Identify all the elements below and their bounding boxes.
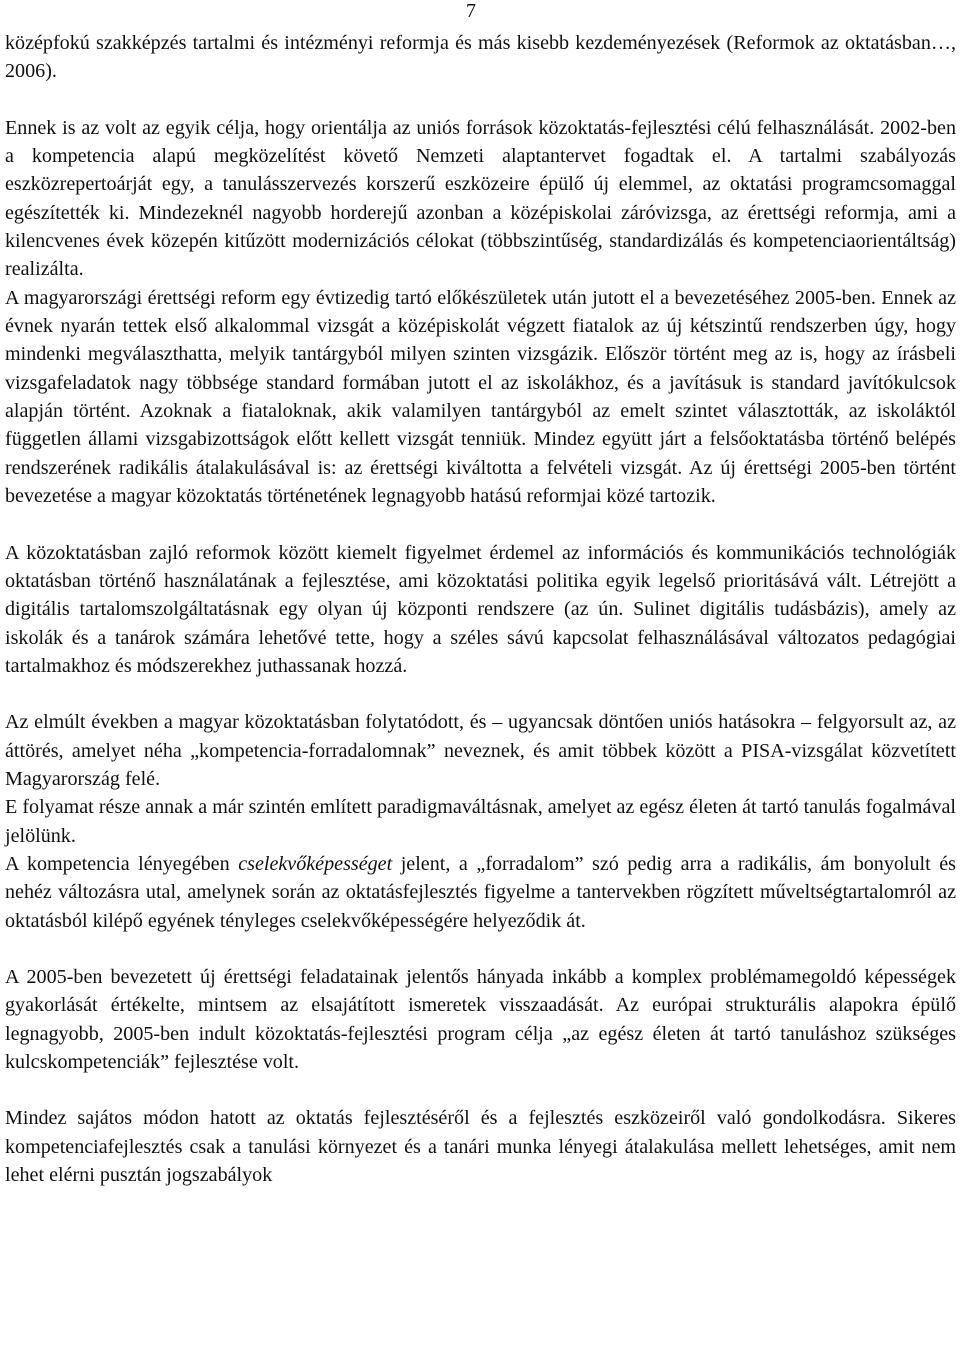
- paragraph-1: középfokú szakképzés tartalmi és intézményi reformja és más kisebb kezdeményezések (Reformok az oktatásban…, 2006).: [5, 32, 956, 83]
- paragraph-5: Az elmúlt években a magyar közoktatásban folytatódott, és – ugyancsak döntően uniós hatásokra – felgyorsult az, az áttörés, amelyet néha „kompetencia-forradalomnak” neveznek, és amit többek között a PISA-vizsgálat közvetített Magyarország felé.: [5, 711, 956, 790]
- emphasized-term: cselekvőképességet: [238, 852, 393, 875]
- paragraph-9: Mindez sajátos módon hatott az oktatás fejlesztéséről és a fejlesztés eszközeiről való gondolkodásra. Sikeres kompetenciafejlesztés csak a tanulási környezet és a tanári munka lényegi átalakulása mellett lehetséges, amit nem lehet elérni pusztán jogszabályok: [5, 1107, 956, 1187]
- body-text: [5, 29, 956, 1189]
- paragraph-4: A közoktatásban zajló reformok között kiemelt figyelmet érdemel az információs és kommunikációs technológiák oktatásban történő használatának a fejlesztése, ami közoktatási politika egyik legelső prioritásává vált. Létrejött a digitális tartalomszolgáltatásnak egy olyan új központi rendszere (az ún. Sulinet digitális tudásbázis), amely az iskolák és a tanárok számára lehetővé tette, hogy a széles sávú kapcsolat felhasználásával változatos pedagógiai tartalmakhoz és módszerekhez juthassanak hozzá.: [5, 541, 956, 677]
- paragraph-2: Ennek is az volt az egyik célja, hogy orientálja az uniós források közoktatás-fejlesztési célú felhasználását. 2002-ben a kompetencia alapú megközelítést követő Nemzeti alaptantervet fogadtak el. A tartalmi szabályozás eszközrepertoárját egy, a tanulásszervezés korszerű eszközeire épülő új elemmel, az oktatási programcsomaggal egészítették ki. Mindezeknél nagyobb horderejű azonban a középiskolai záróvizsga, az érettségi reformja, ami a kilencvenes évek közepén kitűzött modernizációs célokat (többszintűség, standardizálás és kompetenciaorientáltság) realizálta.: [5, 116, 956, 281]
- page-number: 7: [466, 0, 476, 22]
- paragraph-8: A 2005-ben bevezetett új érettségi feladatainak jelentős hányada inkább a komplex problémamegoldó képességek gyakorlását értékelte, mintsem az elsajátított ismeretek visszaadását. Az európai strukturális alapokra épülő legnagyobb, 2005-ben indult közoktatás-fejlesztési program célja „az egész életen át tartó tanuláshoz szükséges kulcskompetenciák” fejlesztése volt.: [5, 965, 956, 1073]
- paragraph-3: A magyarországi érettségi reform egy évtizedig tartó előkészületek után jutott el a bevezetéséhez 2005-ben. Ennek az évnek nyarán tettek első alkalommal vizsgát a középiskolát végzett fiatalok az új kétszintű rendszerben úgy, hogy mindenki megválaszthatta, melyik tantárgyból milyen szinten vizsgázik. Először történt meg az is, hogy az írásbeli vizsgafeladatok nagy többsége standard formában jutott el az iskolákhoz, és a javításuk is standard javítókulcsok alapján történt. Azoknak a fiataloknak, akik valamilyen tantárgyból az emelt szintet választották, az iskoláktól független állami vizsgabizottságok előtt kellett vizsgát tenniük. Mindez együtt járt a felsőoktatásba történő belépés rendszerének radikális átalakulásával is: az érettségi kiváltotta a felvételi vizsgát. Az új érettségi 2005-ben történt bevezetése a magyar közoktatás történetének legnagyobb hatású reformjai közé tartozik.: [5, 286, 956, 508]
- paragraph-7: [5, 850, 956, 935]
- paragraph-7-start: A kompetencia lényegében: [5, 852, 239, 875]
- paragraph-7-end: jelent, a „forradalom” szó pedig arra a radikális, ám bonyolult és nehéz változásra utal, amelynek során az oktatásfejlesztés figyelme a tantervekben rögzített műveltségtartalomról az oktatásból kilépő egyének tényleges cselekvőképességére helyeződik át.: [5, 852, 957, 932]
- paragraph-6: E folyamat része annak a már szintén említett paradigmaváltásnak, amelyet az egész életen át tartó tanulás fogalmával jelölünk.: [5, 796, 956, 847]
